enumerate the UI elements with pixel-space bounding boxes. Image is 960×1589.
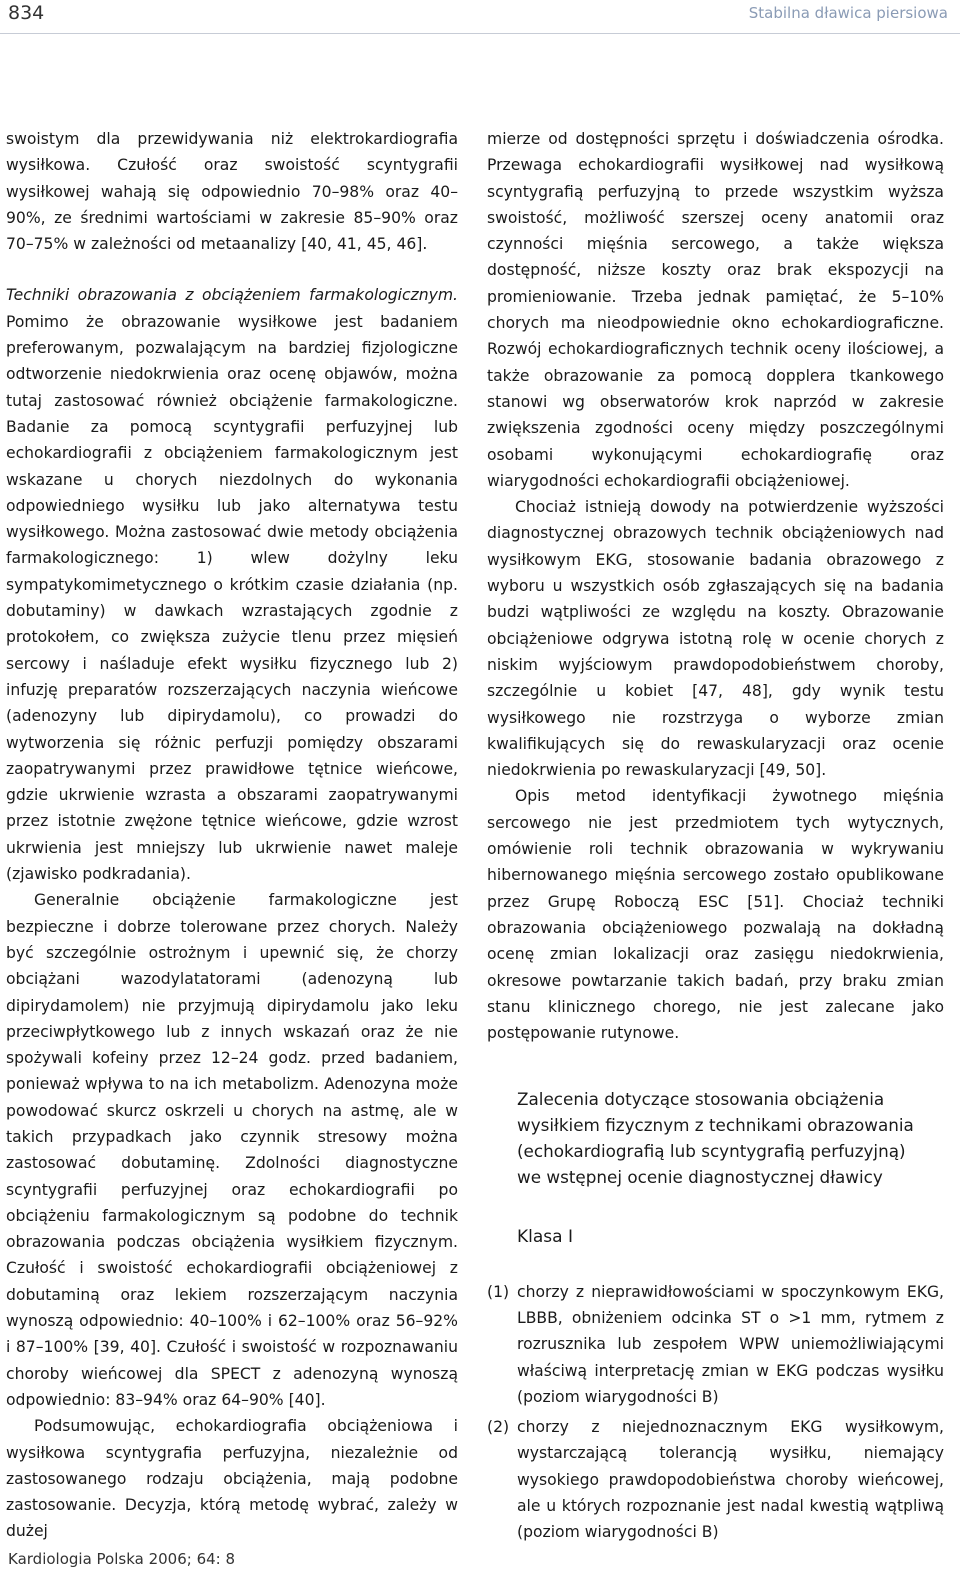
recommendation-text: chorzy z nieprawidłowościami w spoczynkowym EKG, LBBB, obniżeniem odcinka ST o >1 mm, rytmem z rozrusznika lub zespołem WPW uniemożliwiającymi właściwą interpretację zmian w EKG podczas wysiłku (poziom wiarygodności B)	[517, 1282, 944, 1406]
running-title: Stabilna dławica piersiowa	[748, 4, 948, 22]
recommendations-title-line: we wstępnej ocenie diagnostycznej dławicy	[517, 1167, 883, 1188]
recommendations-title	[517, 1086, 944, 1190]
left-paragraph-1: swoistym dla przewidywania niż elektrokardiografia wysiłkowa. Czułość oraz swoistość scyntygrafii wysiłkowej wahają się odpowiednio 70–98% oraz 40–90%, ze średnimi wartościami w zakresie 85–90% oraz 70–75% w zależności od metaanalizy [40, 41, 45, 46].	[6, 130, 458, 254]
recommendations-box	[487, 1086, 944, 1250]
recommendation-item	[487, 1414, 944, 1545]
recommendation-item	[487, 1279, 944, 1410]
recommendation-text: chorzy z niejednoznacznym EKG wysiłkowym, wystarczającą tolerancją wysiłku, niemający wysokiego prawdopodobieństwa choroby wieńcowej, ale u których rozpoznanie jest nadal kwestią wątpliwą (poziom wiarygodności B)	[517, 1418, 944, 1542]
left-paragraph-2-body: Pomimo że obrazowanie wysiłkowe jest badaniem preferowanym, pozwalającym na bardziej fizjologiczne odtworzenie niedokrwienia oraz ocenę objawów, można tutaj zastosować również obciążenie farmakologiczne. Badanie za pomocą scyntygrafii perfuzyjnej lub echokardiografii z obciążeniem farmakologicznym jest wskazane u chorych niezdolnych do wykonania odpowiedniego wysiłku lub jako alternatywa testu wysiłkowego. Można zastosować dwie metody obciążenia farmakologicznego: 1) wlew dożylny leku sympatykomimetycznego o krótkim czasie działania (np. dobutaminy) w dawkach wzrastających zgodnie z protokołem, co zwiększa zużycie tlenu przez mięsień sercowy i naśladuje efekt wysiłku fizycznego lub 2) infuzję preparatów rozszerzających naczynia wieńcowe (adenozyny lub dipirydamolu), co prowadzi do wytworzenia się różnic perfuzji pomiędzy obszarami zaopatrywanymi przez prawidłowe tętnice wieńcowe, gdzie ukrwienie wzrasta a obszarami zaopatrywanymi przez istotnie zwężone tętnice wieńcowe, gdzie wzrost ukrwienia jest mniejszy lub ukrwienie nawet maleje (zjawisko podkradania).	[6, 312, 458, 884]
running-head	[0, 0, 960, 32]
recommendation-list	[487, 1279, 944, 1546]
recommendations-title-line: wysiłkiem fizycznym z technikami obrazowania	[517, 1115, 914, 1136]
right-column	[487, 126, 944, 1550]
left-paragraph-4: Podsumowując, echokardiografia obciążeniowa i wysiłkowa scyntygrafia perfuzyjna, niezależnie od zastosowanego rodzaju obciążenia, mają podobne zastosowanie. Decyzja, którą metodę wybrać, zależy w dużej	[6, 1417, 458, 1541]
right-paragraph-1: mierze od dostępności sprzętu i doświadczenia ośrodka. Przewaga echokardiografii wysiłkowej nad wysiłkową scyntygrafią perfuzyjną to przede wszystkim wyższa swoistość, możliwość szerszej oceny anatomii oraz czynności mięśnia sercowego, a także większa dostępność, niższe koszty oraz brak ekspozycji na promieniowanie. Trzeba jednak pamiętać, że 5–10% chorych ma nieodpowiednie okno echokardiograficzne. Rozwój echokardiograficznych technik oceny ilościowej, a także obrazowanie za pomocą dopplera tkankowego stanowi wg obserwatorów krok naprzód w zakresie zwiększenia zgodności oceny między poszczególnymi osobami wykonującymi echokardiografię oraz wiarygodności echokardiografii obciążeniowej.	[487, 130, 944, 490]
recommendation-number: (2)	[487, 1418, 510, 1437]
section-subheading: Techniki obrazowania z obciążeniem farmakologicznym.	[6, 286, 458, 305]
header-divider	[0, 33, 960, 34]
left-column	[6, 126, 458, 1545]
recommendation-class: Klasa I	[517, 1227, 573, 1248]
recommendation-number: (1)	[487, 1282, 510, 1301]
right-paragraph-3: Opis metod identyfikacji żywotnego mięśnia sercowego nie jest przedmiotem tych wytycznych, omówienie roli technik obrazowania w wykrywaniu hibernowanego mięśnia sercowego zostało opublikowane przez Grupę Roboczą ESC [51]. Chociaż techniki obrazowania obciążeniowego pozwalają na dokładną ocenę zmian lokalizacji oraz zasięgu niedokrwienia, okresowe powtarzanie takich badań, przy braku zmian stanu klinicznego chorego, nie jest zalecane jako postępowanie rutynowe.	[487, 787, 944, 1043]
recommendations-title-line: Zalecenia dotyczące stosowania obciążenia	[517, 1089, 885, 1110]
left-paragraph-3: Generalnie obciążenie farmakologiczne jest bezpieczne i dobrze tolerowane przez chorych. Należy być szczególnie ostrożnym i upewnić się, że chorzy obciążani wazodylatatorami (adenozyną lub dipirydamolem) nie przyjmują dipirydamolu jako leku przeciwpłytkowego lub z innych wskazań oraz że nie spożywali kofeiny przez 12–24 godz. przed badaniem, ponieważ wpływa to na ich metabolizm. Adenozyna może powodować skurcz oskrzeli u chorych na astmę, ale w takich przypadkach jako czynnik stresowy można zastosować dobutaminę. Zdolności diagnostyczne scyntygrafii perfuzyjnej oraz echokardiografii po obciążeniu farmakologicznym są podobne do technik obrazowania podczas obciążenia wysiłkiem fizycznym. Czułość i swoistość echokardiografii obciążeniowej z dobutaminą oraz lekiem rozszerzającym naczynia wynoszą odpowiednio: 40–100% i 62–100% oraz 56–92% i 87–100% [39, 40]. Czułość i swoistość w rozpoznawaniu choroby wieńcowej dla SPECT z adenozyną wynoszą odpowiednio: 83–94% oraz 64–90% [40].	[6, 891, 458, 1409]
left-paragraph-2	[6, 282, 458, 887]
recommendations-title-line: (echokardiografią lub scyntygrafią perfuzyjną)	[517, 1141, 906, 1162]
footer-citation: Kardiologia Polska 2006; 64: 8	[8, 1550, 236, 1568]
page-number: 834	[8, 2, 45, 24]
right-paragraph-2: Chociaż istnieją dowody na potwierdzenie wyższości diagnostycznej obrazowych technik obciążeniowych nad wysiłkowym EKG, stosowanie badania obrazowego z wyboru u wszystkich osób zgłaszających się na badania budzi wątpliwości ze względu na koszty. Obrazowanie obciążeniowe odgrywa istotną rolę w ocenie chorych z niskim wyjściowym prawdopodobieństwem choroby, szczególnie u kobiet [47, 48], gdy wynik testu wysiłkowego nie rozstrzyga o wyborze zmian kwalifikujących się do rewaskularyzacji oraz ocenie niedokrwienia po rewaskularyzacji [49, 50].	[487, 498, 944, 780]
